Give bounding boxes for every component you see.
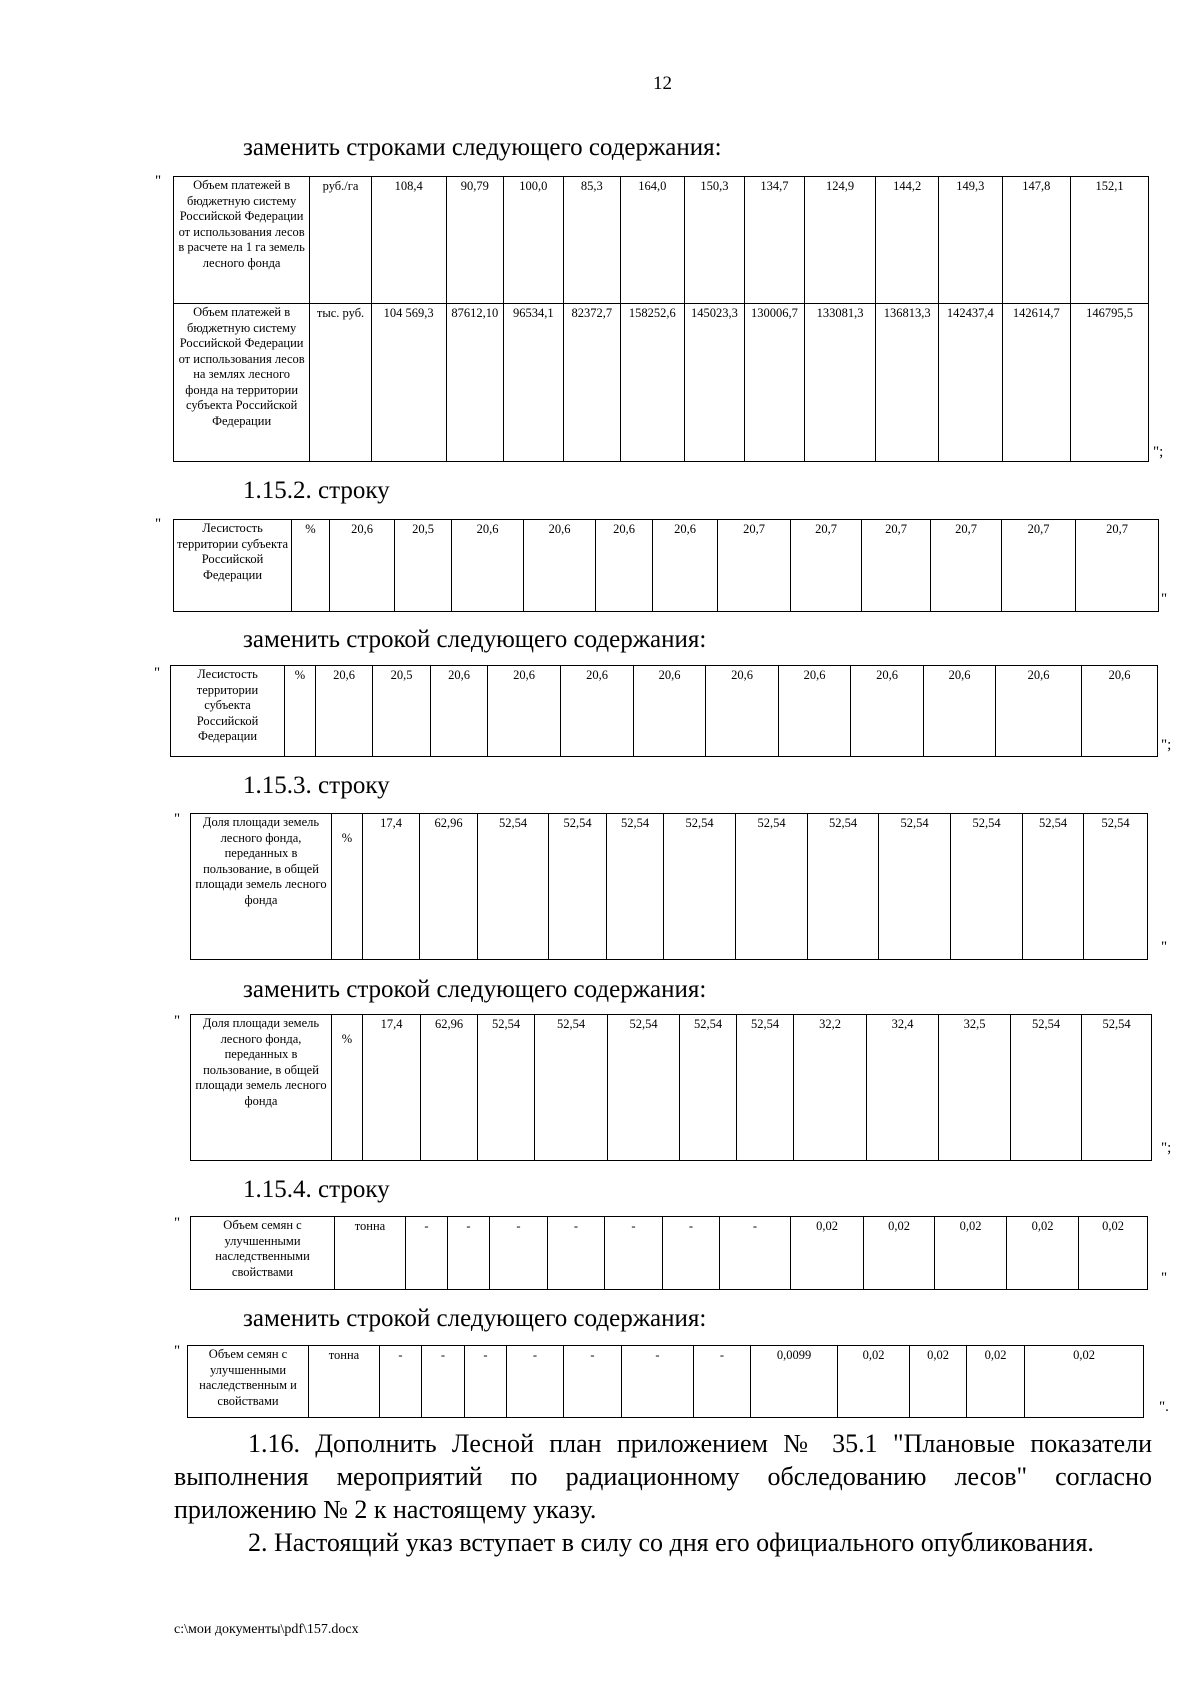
value-cell: 20,6	[634, 666, 706, 757]
unit-cell: %	[332, 814, 363, 960]
caption-replace-row: заменить строкой следующего содержания:	[243, 626, 707, 653]
value-cell: 0,02	[864, 1217, 935, 1290]
indicator-name: Доля площади земель лесного фонда, переданных в пользование, в общей площади земель лесного фонда	[191, 814, 332, 960]
open-quote: "	[154, 665, 161, 681]
value-cell: 20,6	[596, 520, 653, 612]
table-land-share-new	[190, 1014, 1152, 1161]
value-cell: 52,54	[737, 1015, 794, 1161]
value-cell: 17,4	[363, 1015, 421, 1161]
indicator-name: Объем семян с улучшенными наследственным и свойствами	[188, 1346, 309, 1418]
value-cell: 32,2	[794, 1015, 867, 1161]
caption-replace-rows: заменить строками следующего содержания:	[243, 134, 722, 161]
value-cell: 0,02	[1025, 1346, 1144, 1418]
open-quote: "	[155, 173, 162, 189]
close-quote: ";	[1161, 737, 1172, 753]
value-cell: 152,1	[1071, 177, 1149, 304]
value-cell: 52,54	[535, 1015, 608, 1161]
table-row	[188, 1346, 1144, 1418]
caption-replace-row: заменить строкой следующего содержания:	[243, 1305, 707, 1332]
value-cell: 0,02	[1079, 1217, 1148, 1290]
caption-1-15-3: 1.15.3. строку	[243, 772, 390, 799]
indicator-name: Лесистость территории субъекта Российской Федерации	[171, 666, 285, 757]
value-cell: 52,54	[1023, 814, 1084, 960]
value-cell: -	[380, 1346, 422, 1418]
caption-replace-row: заменить строкой следующего содержания:	[243, 976, 707, 1003]
value-cell: -	[694, 1346, 751, 1418]
value-cell: 52,54	[664, 814, 736, 960]
table-row	[191, 1217, 1148, 1290]
value-cell: 82372,7	[563, 304, 621, 462]
value-cell: -	[564, 1346, 622, 1418]
value-cell: -	[548, 1217, 605, 1290]
value-cell: 52,54	[478, 1015, 535, 1161]
value-cell: 20,6	[488, 666, 561, 757]
open-quote: "	[174, 1013, 181, 1029]
value-cell: 20,6	[851, 666, 924, 757]
body-text	[174, 1427, 1152, 1559]
value-cell: 87612,10	[446, 304, 504, 462]
value-cell: 52,54	[478, 814, 549, 960]
value-cell: 52,54	[1082, 1015, 1152, 1161]
table-row	[191, 814, 1148, 960]
value-cell: 62,96	[420, 814, 478, 960]
value-cell: 144,2	[876, 177, 939, 304]
value-cell: 52,54	[1011, 1015, 1082, 1161]
value-cell: 52,54	[951, 814, 1023, 960]
value-cell: 20,7	[1002, 520, 1076, 612]
value-cell: 20,5	[373, 666, 431, 757]
unit-cell: тыс. руб.	[310, 304, 372, 462]
table-forest-cover-new	[170, 665, 1158, 757]
value-cell: 20,6	[924, 666, 996, 757]
value-cell: 20,5	[395, 520, 452, 612]
value-cell: 0,02	[1007, 1217, 1079, 1290]
value-cell: 0,0099	[751, 1346, 838, 1418]
value-cell: 52,54	[549, 814, 607, 960]
value-cell: 17,4	[363, 814, 420, 960]
value-cell: -	[507, 1346, 564, 1418]
value-cell: 20,7	[931, 520, 1002, 612]
indicator-name: Объем семян с улучшенными наследственными свойствами	[191, 1217, 335, 1290]
value-cell: 20,6	[330, 520, 395, 612]
close-quote: ".	[1159, 1399, 1169, 1415]
value-cell: 20,7	[718, 520, 791, 612]
value-cell: 52,54	[736, 814, 808, 960]
value-cell: -	[465, 1346, 507, 1418]
value-cell: 20,6	[779, 666, 851, 757]
indicator-name: Объем платежей в бюджетную систему Российской Федерации от использования лесов на землях лесного фонда на территории субъекта Российской Федерации	[174, 304, 310, 462]
value-cell: 146795,5	[1071, 304, 1149, 462]
value-cell: 142437,4	[938, 304, 1002, 462]
indicator-name: Объем платежей в бюджетную систему Российской Федерации от использования лесов в расчете на 1 га земель лесного фонда	[174, 177, 310, 304]
value-cell: 133081,3	[804, 304, 876, 462]
unit-cell: тонна	[335, 1217, 406, 1290]
value-cell: 149,3	[938, 177, 1002, 304]
table-row	[191, 1015, 1152, 1161]
table-forest-cover	[173, 519, 1159, 612]
value-cell: 0,02	[935, 1217, 1007, 1290]
value-cell: 136813,3	[876, 304, 939, 462]
indicator-name: Доля площади земель лесного фонда, переданных в пользование, в общей площади земель лесного фонда	[191, 1015, 332, 1161]
value-cell: 142614,7	[1002, 304, 1071, 462]
unit-cell: %	[285, 666, 316, 757]
value-cell: -	[663, 1217, 720, 1290]
page-number: 12	[653, 73, 672, 94]
table-row	[174, 520, 1159, 612]
paragraph-1-16: 1.16. Дополнить Лесной план приложением № 35.1 "Плановые показатели выполнения мероприятий по радиационному обследованию лесов" согласно приложению № 2 к настоящему указу.	[174, 1429, 1152, 1524]
value-cell: 130006,7	[745, 304, 805, 462]
value-cell: -	[406, 1217, 448, 1290]
close-quote: "	[1161, 1270, 1168, 1286]
value-cell: 20,6	[996, 666, 1082, 757]
close-quote: ";	[1153, 444, 1164, 460]
value-cell: 145023,3	[684, 304, 745, 462]
close-quote: "	[1161, 939, 1168, 955]
value-cell: 52,54	[608, 1015, 680, 1161]
value-cell: 108,4	[371, 177, 446, 304]
close-quote: ";	[1161, 1140, 1172, 1156]
value-cell: -	[622, 1346, 694, 1418]
value-cell: -	[720, 1217, 791, 1290]
value-cell: 20,6	[1082, 666, 1158, 757]
open-quote: "	[174, 811, 181, 827]
open-quote: "	[155, 516, 162, 532]
value-cell: 124,9	[804, 177, 876, 304]
value-cell: -	[422, 1346, 465, 1418]
caption-1-15-4: 1.15.4. строку	[243, 1176, 390, 1203]
value-cell: 0,02	[791, 1217, 864, 1290]
value-cell: 85,3	[563, 177, 621, 304]
value-cell: 90,79	[446, 177, 504, 304]
value-cell: 32,5	[939, 1015, 1011, 1161]
value-cell: 134,7	[745, 177, 805, 304]
value-cell: 52,54	[680, 1015, 737, 1161]
value-cell: 20,6	[524, 520, 596, 612]
value-cell: 0,02	[910, 1346, 967, 1418]
value-cell: 96534,1	[504, 304, 564, 462]
open-quote: "	[174, 1343, 181, 1359]
unit-cell: тонна	[309, 1346, 380, 1418]
value-cell: -	[448, 1217, 490, 1290]
table-row	[174, 177, 1149, 304]
table-seeds-new	[187, 1345, 1144, 1418]
unit-cell: %	[332, 1015, 363, 1161]
open-quote: "	[174, 1215, 181, 1231]
value-cell: 158252,6	[621, 304, 685, 462]
value-cell: 0,02	[967, 1346, 1025, 1418]
value-cell: 147,8	[1002, 177, 1071, 304]
value-cell: 52,54	[808, 814, 879, 960]
value-cell: 20,7	[1076, 520, 1159, 612]
value-cell: 20,6	[561, 666, 634, 757]
value-cell: 20,6	[431, 666, 488, 757]
value-cell: 104 569,3	[371, 304, 446, 462]
table-row	[171, 666, 1158, 757]
paragraph-2: 2. Настоящий указ вступает в силу со дня его официального опубликования.	[248, 1528, 1094, 1557]
caption-1-15-2: 1.15.2. строку	[243, 477, 390, 504]
table-land-share	[190, 813, 1148, 960]
value-cell: 150,3	[684, 177, 745, 304]
value-cell: 20,6	[452, 520, 524, 612]
value-cell: 52,54	[879, 814, 951, 960]
value-cell: 20,6	[653, 520, 718, 612]
value-cell: 20,7	[791, 520, 862, 612]
value-cell: 100,0	[504, 177, 564, 304]
value-cell: 0,02	[838, 1346, 910, 1418]
table-seeds	[190, 1216, 1148, 1290]
unit-cell: руб./га	[310, 177, 372, 304]
value-cell: -	[490, 1217, 548, 1290]
table-payments	[173, 176, 1149, 462]
value-cell: 52,54	[607, 814, 664, 960]
value-cell: 20,7	[862, 520, 931, 612]
value-cell: -	[605, 1217, 663, 1290]
value-cell: 62,96	[421, 1015, 478, 1161]
value-cell: 52,54	[1084, 814, 1148, 960]
value-cell: 20,6	[706, 666, 779, 757]
table-row	[174, 304, 1149, 462]
value-cell: 32,4	[867, 1015, 939, 1161]
value-cell: 164,0	[621, 177, 685, 304]
unit-cell: %	[292, 520, 330, 612]
indicator-name: Лесистость территории субъекта Российской Федерации	[174, 520, 292, 612]
close-quote: "	[1161, 591, 1168, 607]
value-cell: 20,6	[316, 666, 373, 757]
file-path-footer: c:\мои документы\pdf\157.docx	[174, 1622, 359, 1637]
